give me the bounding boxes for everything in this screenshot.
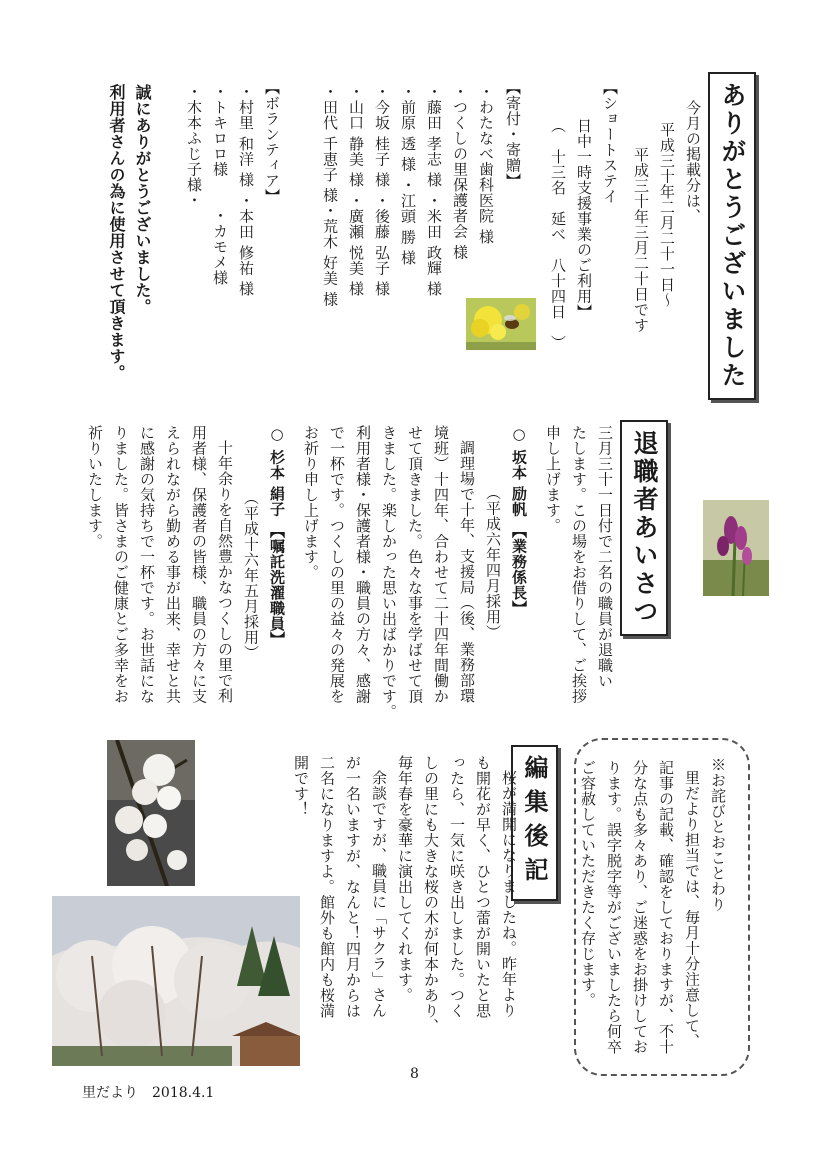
donations-heading: 【寄付・寄贈】 (504, 80, 522, 189)
retire-intro-line: 申し上げます。 (544, 425, 562, 534)
footer-publication: 里だより 2018.4.1 (82, 1085, 215, 1101)
editor-line: が一名いますが、なんと！四月からは (344, 755, 362, 1019)
editor-line: も開花が早く、ひとつ蕾が開いたと思 (474, 755, 492, 1019)
retire-intro-line: 三月三十一日付で二名の職員が退職い (596, 425, 614, 689)
donor-line: ・今坂 桂子 様 ・後藤 弘子 様 (373, 84, 391, 297)
editor-line: 二名になりますよ。館外も館内も桜満 (318, 755, 336, 1019)
retire-title (620, 420, 668, 636)
retiree-2-name: ○ 杉本 絹子 【嘱託洗濯職員】 (268, 425, 286, 647)
retiree-2-line: 祈りいたします。 (86, 425, 104, 549)
retire-title-text: 退職者あいさつ (630, 430, 659, 626)
donor-line: ・つくしの里保護者会 様 (451, 84, 469, 260)
retiree-2-hired: （平成十六年五月採用） (242, 490, 260, 661)
thanks-title (708, 72, 756, 400)
donor-line: ・藤田 孝志 様 ・米田 政輝 様 (425, 84, 443, 297)
retiree-2-line: 用者様、保護者の皆様、職員の方々に支 (190, 425, 208, 704)
donor-line: ・山口 静美 様 ・廣瀬 悦美 様 (347, 84, 365, 297)
apology-line: 記事の記載、確認をしておりますが、不十 (657, 760, 675, 1055)
editor-line: 毎年春を豪華に演出してくれます。 (396, 755, 414, 1003)
retiree-1-line: 調理場で十年、支援局（後、業務部環 (458, 440, 476, 704)
volunteer-line: ・木本ふじ子様・ (185, 84, 203, 208)
thanks-period-from: 平成三十年二月二十一日～ (658, 122, 676, 308)
apology-line: ご容赦していただきたく存じます。 (579, 760, 597, 1008)
bee-flower-photo (466, 298, 536, 350)
retiree-1-name: ○ 坂本 励帆 【業務係長】 (510, 425, 528, 616)
editor-title-text: 編集後記 (520, 755, 549, 891)
donor-line: ・田代 千恵子 様・荒木 好美 様 (321, 84, 339, 307)
apology-line: 里だより担当では、毎月十分注意して、 (683, 770, 701, 1049)
editor-line: 桜が満開になりましたね。昨年より (500, 770, 518, 1018)
editor-line: しの里にも大きな桜の木が何本かあり、 (422, 755, 440, 1034)
thanks-period-intro: 今月の掲載分は、 (684, 100, 702, 224)
retiree-1-line: きました。楽しかった思い出ばかりです。 (380, 425, 398, 720)
short-stay-service: 日中一時支援事業のご利用】 (575, 118, 593, 320)
volunteer-line: ・村里 和洋 様 ・本田 修祐 様 (237, 84, 255, 297)
editor-line: ったら、一気に咲き出しました。つく (448, 755, 466, 1019)
retiree-1-line: 利用者様・保護者様・職員の方々、感謝 (354, 425, 372, 704)
editor-line: 余談ですが、職員に「サクラ」さん (370, 770, 388, 1018)
page-number: 8 (410, 1066, 419, 1082)
retiree-1-line: で一杯です。つくしの里の益々の発展を (328, 425, 346, 704)
cherry-tree-photo (52, 896, 300, 1066)
retiree-2-line: りました。皆さまのご健康とご多幸をお (112, 425, 130, 704)
retiree-2-line: えられながら勤める事が出来、幸せと共 (164, 425, 182, 704)
cherry-closeup-photo (107, 740, 195, 886)
apology-line: ります。誤字脱字等がございましたら何卒 (605, 760, 623, 1055)
apology-heading: ※お詫びとおことわり (709, 757, 727, 912)
retiree-2-line: に感謝の気持ちで一杯です。お世話にな (138, 425, 156, 704)
retiree-1-line: せて頂きました。色々な事を学ばせて頂 (406, 425, 424, 704)
retiree-1-line: 境班）十四年、合わせて二十四年間働か (432, 425, 450, 704)
short-stay-heading: 【ショートステイ (601, 80, 619, 204)
retiree-1-line: お祈り申し上げます。 (302, 425, 320, 580)
retire-intro-line: たします。この場をお借りして、ご挨拶 (570, 425, 588, 704)
donor-line: ・前原 透 様 ・江頭 勝 様 (399, 84, 417, 266)
thanks-period-to: 平成三十年三月二十日です (632, 147, 650, 333)
short-stay-count: （ 十三名 延べ 八十四日 ） (549, 118, 567, 351)
thanks-closing-line: 利用者さんの為に使用させて頂きます。 (107, 84, 126, 381)
retiree-2-line: 十年余りを自然豊かなつくしの里で利 (216, 440, 234, 704)
purple-flower-photo (703, 500, 769, 596)
thanks-title-text: ありがとうございました (718, 82, 747, 390)
donor-line: ・わたなべ歯科医院 様 (477, 84, 495, 245)
retiree-1-hired: （平成六年四月採用） (484, 485, 502, 640)
volunteer-line: ・トキロロ様 ・カモメ様 (211, 84, 229, 286)
thanks-closing-line: 誠にありがとうございました。 (133, 84, 152, 315)
volunteer-heading: 【ボランティア】 (263, 80, 281, 204)
apology-line: 分な点も多々あり、ご迷惑をお掛けしてお (631, 760, 649, 1055)
editor-line: 開です！ (292, 755, 310, 817)
